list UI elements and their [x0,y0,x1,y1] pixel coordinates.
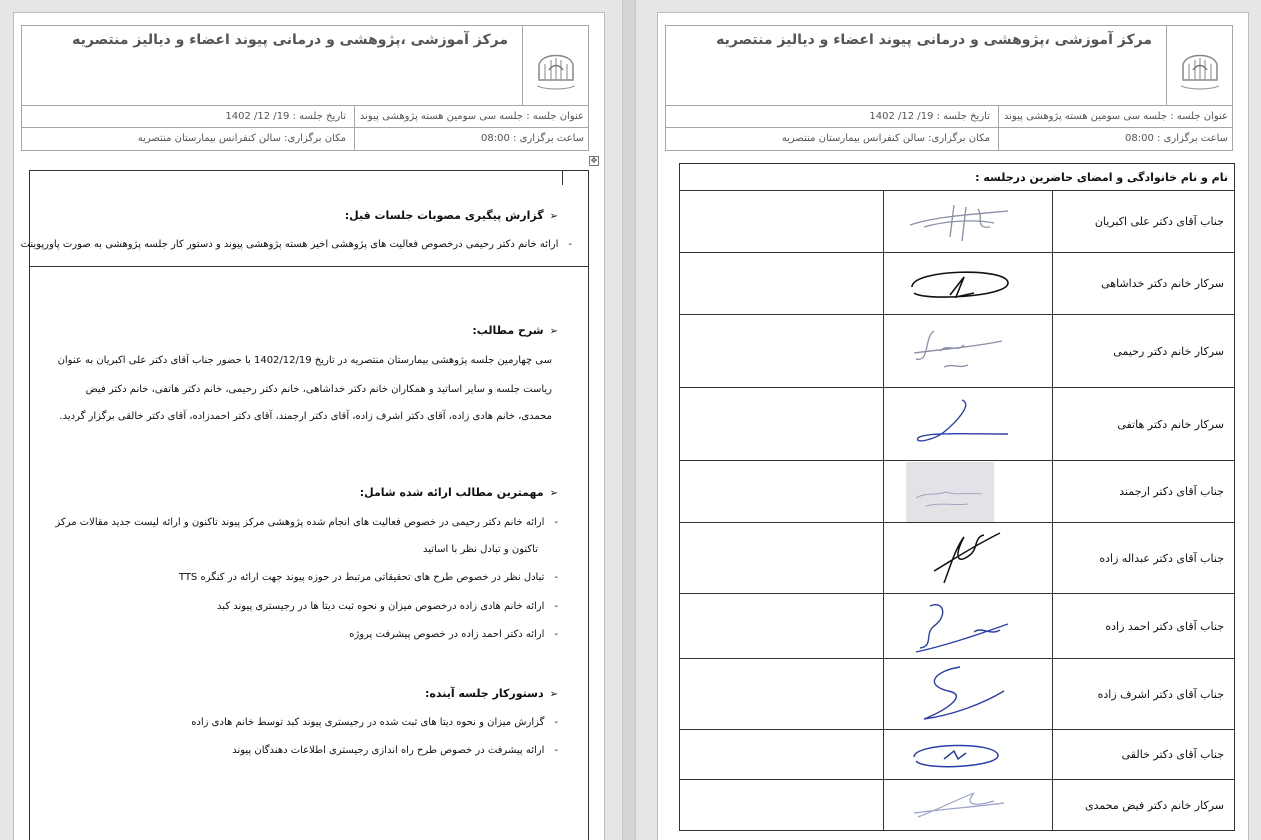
meeting-time: ساعت برگزاری : 08:00 [1125,133,1228,144]
table-row [680,315,1234,388]
signature-icon [904,323,1014,379]
page-right [657,12,1249,840]
meeting-place: مکان برگزاری: سالن کنفرانس بیمارستان منتصریه [781,133,990,144]
center-title: مرکز آموزشی ،پژوهشی و درمانی پیوند اعضاء و دیالیز منتصریه [716,32,1152,48]
header-row-2 [22,128,588,150]
signature-cell [883,594,1052,658]
page-left [13,12,605,840]
signature-icon [904,663,1014,725]
table-row [680,594,1234,659]
signature-icon [904,259,1014,309]
logo-cell [1166,26,1232,106]
table-row [680,780,1234,830]
list-item: -ارائه خانم دکتر رحیمی درخصوص فعالیت های پژوهشی اخیر هسته پژوهشی پیوند و دستور کار جلسه پژوهشی به صورت پاورپوینت [20,239,572,250]
header-row-2 [666,128,1232,150]
list-item-continued: تاکنون و تبادل نظر با اساتید [423,544,538,555]
meeting-place: مکان برگزاری: سالن کنفرانس بیمارستان منتصریه [137,133,346,144]
section-followup [20,171,588,267]
header-block [665,25,1233,151]
section-discussion [30,267,588,840]
list-item: -تبادل نظر در خصوص طرح های تحقیقاتی مرتبط در حوزه پیوند جهت ارائه در کنگره TTS [178,572,558,583]
meeting-date: تاریخ جلسه : 19/ 12/ 1402 [225,111,346,122]
arrow-bullet-icon: ➢ [549,211,558,222]
paragraph-line: سی چهارمین جلسه پژوهشی بیمارستان منتصریه در تاریخ 1402/12/19 با حضور جناب آقای دکتر علی اکبریان به عنوان [57,355,552,366]
attendee-name: سرکار خانم دکتر خداشاهی [1052,253,1234,314]
signature-icon [904,735,1014,775]
signature-icon [904,527,1014,589]
center-title: مرکز آموزشی ،پژوهشی و درمانی پیوند اعضاء و دیالیز منتصریه [72,32,508,48]
table-row [680,253,1234,315]
attendee-name: جناب آقای دکتر عبداله زاده [1052,523,1234,593]
meeting-date: تاریخ جلسه : 19/ 12/ 1402 [869,111,990,122]
meeting-title: عنوان جلسه : جلسه سی سومین هسته پژوهشی پیوند [1003,111,1228,122]
signature-cell [883,780,1052,830]
header-row-1 [22,106,588,128]
table-row [680,191,1234,253]
university-logo-icon [533,40,579,92]
signature-cell [883,730,1052,779]
attendee-name: جناب آقای دکتر اشرف زاده [1052,659,1234,729]
header-block [21,25,589,151]
meeting-time: ساعت برگزاری : 08:00 [481,133,584,144]
page-gutter [622,0,636,840]
signature-image-icon [906,462,994,522]
attendee-name: سرکار خانم دکتر هاتفی [1052,388,1234,460]
attendance-heading: نام و نام خانوادگی و امضای حاضرین درجلسه : [680,164,1234,191]
signature-icon [904,596,1014,656]
attendee-name: سرکار خانم دکتر فیض محمدی [1052,780,1234,830]
followup-heading: ➢گزارش پیگیری مصوبات جلسات قبل: [344,209,558,222]
signature-icon [904,197,1014,247]
signature-cell [883,388,1052,460]
meeting-title: عنوان جلسه : جلسه سی سومین هسته پژوهشی پیوند [359,111,584,122]
attendee-name: جناب آقای دکتر علی اکبریان [1052,191,1234,252]
list-item: -ارائه خانم هادی زاده درخصوص میزان و نحوه ثبت دیتا ها در رجیستری پیوند کبد [217,601,558,612]
paragraph-line: محمدی، خانم هادی زاده، آقای دکتر اشرف زاده، آقای دکتر ارجمند، آقای دکتر احمدزاده، آقای دکتر خالقی برگزار گردید. [59,411,552,422]
signature-cell [883,659,1052,729]
table-row [680,461,1234,523]
signature-icon [904,394,1014,454]
signature-cell [883,461,1052,522]
table-row [680,730,1234,780]
attendance-table [679,163,1235,831]
signature-cell [883,523,1052,593]
logo-cell [522,26,588,106]
next-agenda-heading: ➢دستورکار جلسه آینده: [424,687,558,700]
arrow-bullet-icon: ➢ [549,488,558,499]
header-top [666,26,1232,106]
signature-icon [904,785,1014,825]
list-item: -ارائه خانم دکتر رحیمی در خصوص فعالیت های انجام شده پژوهشی مرکز پیوند تاکنون و ارائه لیست جدید مقالات مرکز [55,517,558,528]
arrow-bullet-icon: ➢ [549,326,558,337]
list-item: -ارائه پیشرفت در خصوص طرح راه اندازی رجیستری اطلاعات دهندگان پیوند [232,745,558,756]
signature-cell [883,315,1052,387]
signature-cell [883,253,1052,314]
header-row-1 [666,106,1232,128]
discussion-heading: ➢شرح مطالب: [472,324,558,337]
attendee-name: سرکار خانم دکتر رحیمی [1052,315,1234,387]
table-row [680,659,1234,730]
attendee-name: جناب آقای دکتر خالقی [1052,730,1234,779]
key-items-heading: ➢مهمترین مطالب ارائه شده شامل: [359,486,558,499]
header-top [22,26,588,106]
signature-cell [883,191,1052,252]
minutes-body [20,170,589,840]
list-item: -ارائه دکتر احمد زاده در خصوص پیشرفت پروژه [349,629,558,640]
arrow-bullet-icon: ➢ [549,689,558,700]
paragraph-line: ریاست جلسه و سایر اساتید و همکاران خانم دکتر خداشاهی، خانم دکتر رحیمی، خانم دکتر هاتفی، خانم دکتر فیض [85,384,552,395]
university-logo-icon [1177,40,1223,92]
attendee-name: جناب آقای دکتر ارجمند [1052,461,1234,522]
table-move-handle-icon[interactable]: ✥ [590,156,598,165]
attendee-name: جناب آقای دکتر احمد زاده [1052,594,1234,658]
table-row [680,388,1234,461]
list-item: -گزارش میزان و نحوه دیتا های ثبت شده در رجیستری پیوند کبد توسط خانم هادی زاده [191,717,558,728]
table-row [680,523,1234,594]
